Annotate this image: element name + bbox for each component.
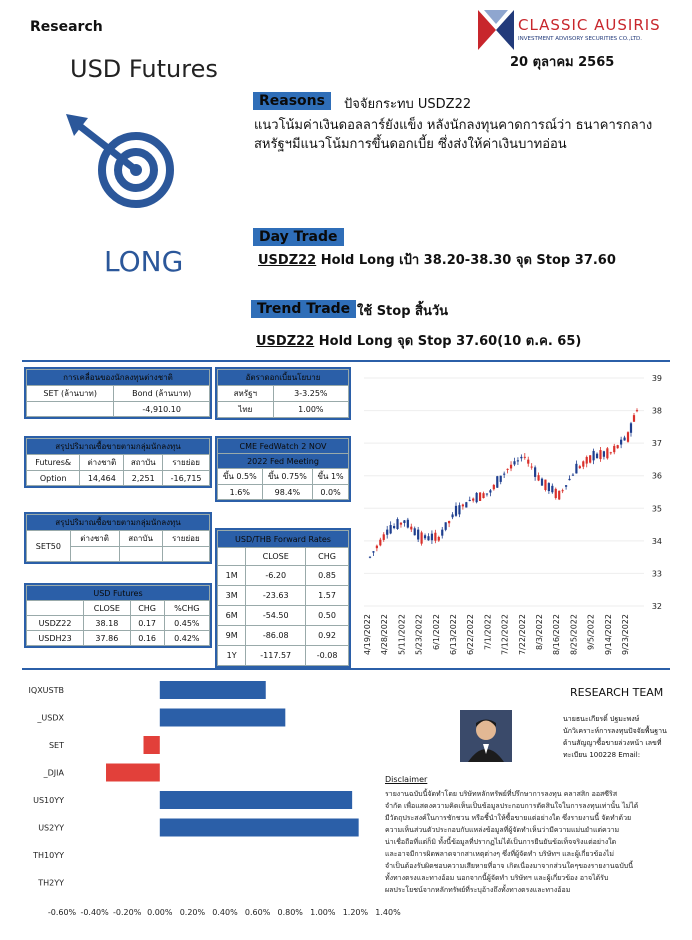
candle-body (520, 457, 522, 458)
candle-body (448, 521, 450, 523)
disclaimer-line: ผลประโยชน์จากหลักทรัพย์ที่ระบุอ้างถึงทั้งทางตรงและทางอ้อม (385, 886, 571, 894)
research-team-title: RESEARCH TEAM (570, 686, 664, 699)
futures-net-title: สรุปปริมาณซื้อขายตามกลุ่มนักลงทุน (27, 439, 210, 455)
candle-body (390, 525, 392, 533)
candle-body (476, 493, 478, 502)
trend-trade-symbol: USDZ22 (256, 334, 315, 349)
analyst-info (563, 713, 683, 761)
candle-body (610, 452, 612, 453)
x-tick-label: 5/11/2022 (397, 614, 407, 656)
disclaimer-line: รายงานฉบับนี้จัดทำโดย บริษัทหลักทรัพย์ที่ปรึกษาการลงทุน คลาสสิก ออสซีริส (385, 790, 618, 798)
candle-body (441, 530, 443, 536)
category-label: _DJIA (43, 768, 64, 778)
col-header: สถาบัน (119, 531, 162, 547)
col-header: ต่างชาติ (80, 455, 124, 471)
x-tick-label: 7/1/2022 (483, 614, 493, 650)
fedwatch-subtitle: 2022 Fed Meeting (218, 454, 349, 469)
category-label: _USDX (37, 713, 64, 723)
y-tick-label: 34 (651, 536, 662, 546)
table-cell: -117.57 (246, 646, 306, 666)
category-label: IQXUSTB (28, 686, 64, 695)
table-cell: -16,715 (163, 471, 210, 486)
candle-body (596, 454, 598, 458)
day-trade-line (258, 249, 616, 270)
table-cell: 0.92 (306, 626, 349, 646)
candle-body (568, 479, 570, 480)
table-cell: 37.86 (84, 631, 131, 646)
disclaimer-title: Disclaimer (385, 775, 428, 784)
category-label: TH2YY (38, 878, 64, 888)
person-icon (460, 710, 512, 762)
table-row (218, 626, 349, 646)
table-cell: 0.0% (313, 485, 349, 500)
disclaimer-line: ความเห็นส่วนตัวประกอบกับแหล่งข้อมูลที่ผู้จัดทำเห็นว่ามีความแม่นยำแต่ความ (385, 826, 620, 834)
candle-body (531, 467, 533, 468)
col-header: %CHG (164, 601, 209, 616)
y-tick-label: 32 (651, 602, 662, 611)
section-divider (22, 668, 670, 670)
table-cell: USDZ22 (27, 616, 84, 631)
price-chart (356, 368, 680, 670)
candle-body (372, 551, 374, 552)
candle-body (507, 469, 509, 470)
col-header: CLOSE (246, 548, 306, 566)
col-header: รายย่อย (162, 531, 209, 547)
candle-body (548, 483, 550, 491)
fedwatch-title: CME FedWatch 2 NOV (218, 439, 349, 454)
interest-value: 3-3.25% (273, 386, 348, 402)
candle-body (613, 446, 615, 452)
category-label: US2YY (38, 823, 64, 833)
candle-body (633, 415, 635, 422)
company-logo (478, 10, 678, 56)
candle-body (376, 546, 378, 548)
bar (160, 709, 286, 727)
candle-body (479, 493, 481, 501)
table-cell (162, 547, 209, 562)
candle-body (510, 465, 512, 469)
disclaimer-line: และอาจมีการผิดพลาดจากสาเหตุต่างๆ ซึ่งที่ผู้จัดทำ บริษัทฯ และผู้เกี่ยวข้องไม่ (385, 850, 615, 858)
x-tick-label: 4/19/2022 (363, 614, 372, 656)
table-cell: 2,251 (124, 471, 163, 486)
candle-body (589, 455, 591, 462)
candle-body (489, 490, 491, 492)
trend-trade-text: Hold Long จุด Stop 37.60(10 ต.ค. 65) (314, 334, 582, 349)
table-cell: 1M (218, 566, 246, 586)
x-tick-label: 9/14/2022 (603, 614, 613, 656)
candle-body (572, 475, 574, 476)
x-tick-label: 8/16/2022 (552, 614, 562, 656)
section-label: Research (30, 19, 103, 35)
logo-mark-icon (478, 10, 514, 50)
candle-body (465, 502, 467, 507)
col-header: CLOSE (84, 601, 131, 616)
candle-body (424, 535, 426, 538)
y-tick-label: 38 (651, 406, 662, 416)
day-trade-symbol: USDZ22 (258, 253, 317, 268)
candle-body (493, 485, 495, 489)
bond-col-header: Bond (ล้านบาท) (114, 386, 210, 402)
y-tick-label: 33 (651, 569, 662, 579)
table-cell (119, 547, 162, 562)
usd-futures-panel (24, 583, 212, 648)
candle-body (393, 526, 395, 528)
report-date: 20 ตุลาคม 2565 (510, 55, 615, 70)
table-cell: 9M (218, 626, 246, 646)
x-tick-label: 9/23/2022 (621, 614, 630, 656)
col-header: ขึ้น 0.75% (262, 469, 313, 485)
analyst-line: ทะเบียน 100228 Email: (563, 751, 641, 759)
candle-body (636, 410, 638, 411)
table-cell: 0.42% (164, 631, 209, 646)
candle-body (455, 506, 457, 516)
x-tick-label: -0.60% (47, 908, 77, 917)
x-tick-label: 0.00% (147, 908, 173, 917)
candle-body (431, 534, 433, 541)
table-cell: USDH23 (27, 631, 84, 646)
table-cell: 38.18 (84, 616, 131, 631)
candle-body (482, 493, 484, 498)
interest-name: สหรัฐฯ (218, 386, 274, 402)
trend-trade-heading: ใช้ Stop สิ้นวัน (357, 304, 449, 319)
reasons-tag: Reasons (253, 92, 331, 110)
candle-body (462, 505, 464, 507)
x-tick-label: 0.20% (179, 908, 206, 917)
interest-rate-panel (215, 367, 351, 420)
table-cell (70, 547, 119, 562)
table-cell: 1.6% (218, 485, 263, 500)
table-row (27, 616, 210, 631)
reasons-line: สหรัฐฯมีแนวโน้มการขึ้นดอกเบี้ย ซึ่งส่งให้ค่าเงินบาทอ่อน (254, 137, 567, 152)
category-label: TH10YY (33, 851, 64, 860)
bar (144, 736, 160, 754)
candle-body (630, 423, 632, 433)
x-tick-label: 6/1/2022 (431, 614, 441, 650)
x-tick-label: 7/12/2022 (500, 614, 510, 656)
x-tick-label: 8/25/2022 (569, 614, 579, 656)
candle-body (369, 557, 371, 558)
x-tick-label: 6/22/2022 (466, 614, 476, 656)
table-cell: 0.45% (164, 616, 209, 631)
day-trade-tag: Day Trade (253, 228, 344, 246)
table-cell: -0.08 (306, 646, 349, 666)
table-cell: 3M (218, 586, 246, 606)
candle-body (551, 486, 553, 492)
set50-net-title: สรุปปริมาณซื้อขายตามกลุ่มนักลงทุน (27, 515, 210, 531)
candle-body (534, 467, 536, 477)
table-cell: -86.08 (246, 626, 306, 646)
candle-body (403, 520, 405, 523)
set50-row-label: SET50 (27, 531, 71, 562)
table-row (218, 606, 349, 626)
analyst-line: นักวิเคราะห์การลงทุนปัจจัยพื้นฐาน (563, 727, 667, 735)
target-arrow-icon (64, 110, 214, 210)
candle-body (458, 505, 460, 514)
interest-value: 1.00% (273, 402, 348, 418)
x-tick-label: 5/23/2022 (414, 614, 424, 656)
page-title: USD Futures (70, 55, 218, 83)
interest-name: ไทย (218, 402, 274, 418)
forward-title: USD/THB Forward Rates (218, 531, 349, 548)
bar (160, 819, 359, 837)
candle-body (486, 493, 488, 494)
candle-body (400, 523, 402, 525)
candle-body (407, 520, 409, 528)
candle-body (537, 475, 539, 480)
col-header: ขึ้น 1% (313, 469, 349, 485)
candle-body (500, 476, 502, 482)
candle-body (421, 532, 423, 543)
candle-body (527, 460, 529, 464)
col-header: รายย่อย (163, 455, 210, 471)
analyst-line: นายธนะเกียรติ์ ปฐมะพงษ์ (563, 715, 640, 723)
table-cell: 0.17 (130, 616, 164, 631)
x-tick-label: -0.40% (80, 908, 109, 917)
set-value (27, 402, 114, 417)
futures-net-panel (24, 436, 212, 488)
candle-body (445, 522, 447, 530)
category-label: US10YY (33, 796, 64, 805)
table-row (27, 631, 210, 646)
candle-body (513, 461, 515, 464)
set50-net-panel (24, 512, 212, 564)
candle-body (434, 533, 436, 541)
logo-brand-name: CLASSIC AUSIRIS (518, 16, 661, 34)
x-tick-label: 0.60% (244, 908, 271, 917)
table-cell: -23.63 (246, 586, 306, 606)
disclaimer-line: จำกัด เพื่อแสดงความคิดเห็นเป็นข้อมูลประกอบการตัดสินใจในการลงทุนเท่านั้น ไม่ได้ (385, 802, 639, 810)
foreign-flow-panel (24, 367, 212, 419)
x-tick-label: 4/28/2022 (380, 614, 390, 656)
table-row (218, 586, 349, 606)
x-tick-label: 1.20% (342, 908, 369, 917)
x-tick-label: 8/3/2022 (535, 614, 544, 650)
candle-body (593, 451, 595, 460)
table-cell: 0.85 (306, 566, 349, 586)
table-cell: 1Y (218, 646, 246, 666)
signal-label: LONG (104, 245, 184, 278)
candle-body (503, 474, 505, 475)
x-tick-label: 0.40% (212, 908, 238, 917)
candle-body (472, 499, 474, 501)
analyst-avatar (460, 710, 512, 762)
candle-body (379, 540, 381, 546)
trend-trade-tag: Trend Trade (251, 300, 356, 318)
candle-body (451, 514, 453, 517)
x-tick-label: 1.00% (310, 908, 336, 917)
section-divider (22, 360, 670, 362)
col-header: ขึ้น 0.5% (218, 469, 263, 485)
futures-row-label: Futures& (27, 455, 80, 471)
bar (160, 681, 266, 699)
candle-body (410, 527, 412, 530)
candle-body (383, 534, 385, 540)
candle-body (517, 460, 519, 461)
candle-body (627, 432, 629, 442)
table-cell: 98.4% (262, 485, 313, 500)
candle-body (562, 490, 564, 491)
x-tick-label: 0.80% (277, 908, 303, 917)
candle-body (586, 457, 588, 464)
interest-title: อัตราดอกเบี้ยนโยบาย (218, 370, 349, 386)
candle-body (617, 445, 619, 448)
candle-body (565, 485, 567, 487)
forward-rates-panel (215, 528, 351, 668)
reasons-body (254, 116, 674, 154)
table-row (218, 566, 349, 586)
candle-body (555, 489, 557, 498)
market-change-chart (20, 676, 401, 926)
bond-value: -4,910.10 (114, 402, 210, 417)
table-row (218, 646, 349, 666)
set-col-header: SET (ล้านบาท) (27, 386, 114, 402)
x-tick-label: 6/13/2022 (449, 614, 458, 656)
candle-body (544, 480, 546, 490)
candle-body (496, 476, 498, 488)
x-tick-label: 7/22/2022 (517, 614, 527, 656)
bar (160, 791, 352, 809)
candle-body (579, 466, 581, 468)
candle-body (417, 530, 419, 540)
candle-body (599, 450, 601, 459)
trend-trade-line (256, 330, 581, 351)
foreign-flow-title: การเคลื่อนของนักลงทุนต่างชาติ (27, 370, 210, 386)
disclaimer-line: น่าเชื่อถือที่แต่ก็มิ ทั้งนี้ข้อมูลที่ปรากฏไม่ได้เป็นการยืนยันข้อเท็จจริงแต่อย่างใด (385, 838, 617, 846)
table-cell: -54.50 (246, 606, 306, 626)
category-label: SET (48, 741, 64, 750)
fedwatch-panel (215, 436, 351, 502)
candle-body (606, 448, 608, 458)
candle-body (623, 438, 625, 441)
candle-body (620, 440, 622, 445)
table-cell: 6M (218, 606, 246, 626)
analyst-line: ด้านสัญญาซื้อขายล่วงหน้า เลขที่ (563, 739, 662, 747)
disclaimer-line: จำเป็นต้องรับผิดชอบความเสียหายที่อาจ เกิดเนื่องมาจากส่วนใดๆของรายงานฉบับนี้ (385, 862, 633, 870)
candle-body (427, 536, 429, 540)
x-tick-label: -0.20% (113, 908, 142, 917)
table-cell: 0.50 (306, 606, 349, 626)
candle-body (541, 479, 543, 486)
table-cell: -6.20 (246, 566, 306, 586)
x-tick-label: 1.40% (375, 908, 401, 917)
x-tick-label: 9/5/2022 (586, 614, 596, 650)
col-header: CHG (306, 548, 349, 566)
candle-body (396, 519, 398, 529)
candle-body (603, 451, 605, 457)
logo-tagline: INVESTMENT ADVISORY SECURITIES CO.,LTD. (518, 36, 643, 42)
table-cell: 1.57 (306, 586, 349, 606)
candle-body (524, 457, 526, 458)
y-tick-label: 39 (651, 374, 662, 383)
y-tick-label: 35 (651, 504, 662, 514)
candle-body (469, 500, 471, 501)
table-cell: 0.16 (130, 631, 164, 646)
reasons-line: แนวโน้มค่าเงินดอลลาร์ยังแข็ง หลังนักลงทุนคาดการณ์ว่า ธนาคารกลาง (254, 118, 653, 133)
candle-body (575, 464, 577, 474)
bar (106, 764, 160, 782)
candle-body (582, 461, 584, 466)
table-cell: 14,464 (80, 471, 124, 486)
usd-futures-title: USD Futures (27, 586, 210, 601)
futures-row-label: Option (27, 471, 80, 486)
disclaimer-body (385, 788, 675, 896)
y-tick-label: 36 (651, 471, 662, 481)
candle-body (558, 491, 560, 500)
disclaimer-line: มีวัตถุประสงค์ในการชักชวน หรือชี้นำให้ซื้อขายแต่อย่างใด ซึ่งรายงานนี้ จัดทำด้วย (385, 814, 632, 822)
col-header: ต่างชาติ (70, 531, 119, 547)
col-header: สถาบัน (124, 455, 163, 471)
candle-body (386, 530, 388, 535)
disclaimer-line: ทั้งทางตรงและทางอ้อม นอกจากนี้ผู้จัดทำ บริษัทฯ และผู้เกี่ยวข้อง อาจได้รับ (385, 874, 609, 882)
reasons-heading: ปัจจัยกระทบ USDZ22 (344, 97, 472, 112)
day-trade-text: Hold Long เป้า 38.20-38.30 จุด Stop 37.60 (316, 253, 616, 268)
candle-body (438, 537, 440, 541)
y-tick-label: 37 (651, 439, 662, 449)
col-header: CHG (130, 601, 164, 616)
candle-body (414, 528, 416, 535)
